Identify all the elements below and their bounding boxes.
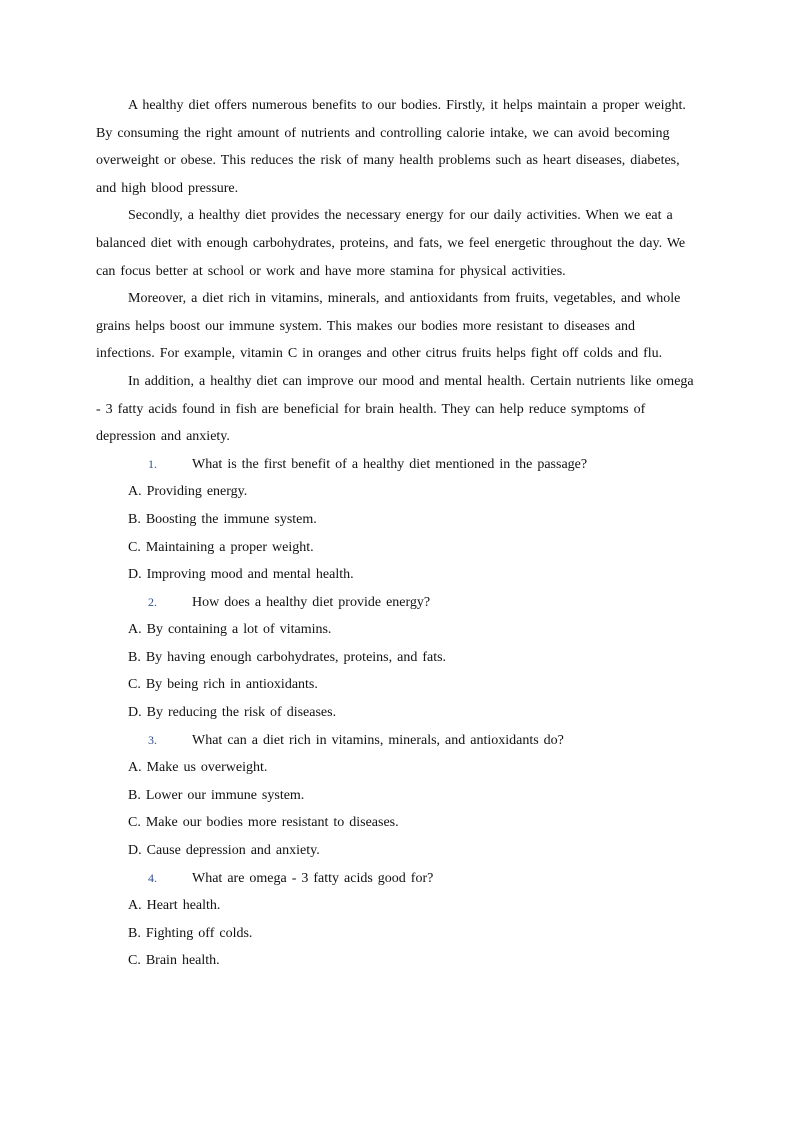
option-d: D. By reducing the risk of diseases. [128,705,337,721]
document-page [96,92,696,975]
question-number: 1. [148,456,157,471]
option-c: C. Brain health. [128,953,220,969]
option-c: C. Make our bodies more resistant to diseases. [128,815,399,831]
question-text: What is the first benefit of a healthy diet mentioned in the passage? [192,456,588,472]
question-stem [96,589,696,617]
question-3 [96,727,696,865]
option-d: D. Cause depression and anxiety. [128,843,320,859]
passage-paragraph-4: In addition, a healthy diet can improve our mood and mental health. Certain nutrients like omega - 3 fatty acids found in fish are beneficial for brain health. They can help reduce symptoms of depression and anxiety. [96,373,694,445]
passage-paragraph-2: Secondly, a healthy diet provides the necessary energy for our daily activities. When we eat a balanced diet with enough carbohydrates, proteins, and fats, we feel energetic throughout the day. We can focus better at school or work and have more stamina for physical activities. [96,208,686,279]
option-b: B. By having enough carbohydrates, proteins, and fats. [128,649,447,665]
question-number: 4. [148,870,157,885]
question-number: 3. [148,732,157,747]
option-a: A. By containing a lot of vitamins. [128,622,332,638]
question-number: 2. [148,594,157,609]
option-a: A. Heart health. [128,898,221,914]
question-1 [96,451,696,589]
question-stem [96,865,696,893]
question-text: How does a healthy diet provide energy? [192,594,431,610]
option-c: C. By being rich in antioxidants. [128,677,318,693]
option-c: C. Maintaining a proper weight. [128,539,314,555]
question-text: What are omega - 3 fatty acids good for? [192,870,434,886]
question-text: What can a diet rich in vitamins, minerals, and antioxidants do? [192,732,564,748]
option-b: B. Fighting off colds. [128,925,253,941]
passage-paragraph-3: Moreover, a diet rich in vitamins, minerals, and antioxidants from fruits, vegetables, and whole grains helps boost our immune system. This makes our bodies more resistant to diseases and infections. For example, vitamin C in oranges and other citrus fruits helps fight off colds and flu. [96,291,681,362]
question-4 [96,865,696,975]
option-d: D. Improving mood and mental health. [128,567,354,583]
option-a: A. Providing energy. [128,484,248,500]
question-stem [96,727,696,755]
question-2 [96,589,696,727]
question-stem [96,451,696,479]
passage-paragraph-1: A healthy diet offers numerous benefits to our bodies. Firstly, it helps maintain a proper weight. By consuming the right amount of nutrients and controlling calorie intake, we can avoid becoming overweight or obese. This reduces the risk of many health problems such as heart diseases, diabetes, and high blood pressure. [96,98,686,196]
option-b: B. Lower our immune system. [128,787,305,803]
option-a: A. Make us overweight. [128,760,268,776]
option-b: B. Boosting the immune system. [128,511,317,527]
